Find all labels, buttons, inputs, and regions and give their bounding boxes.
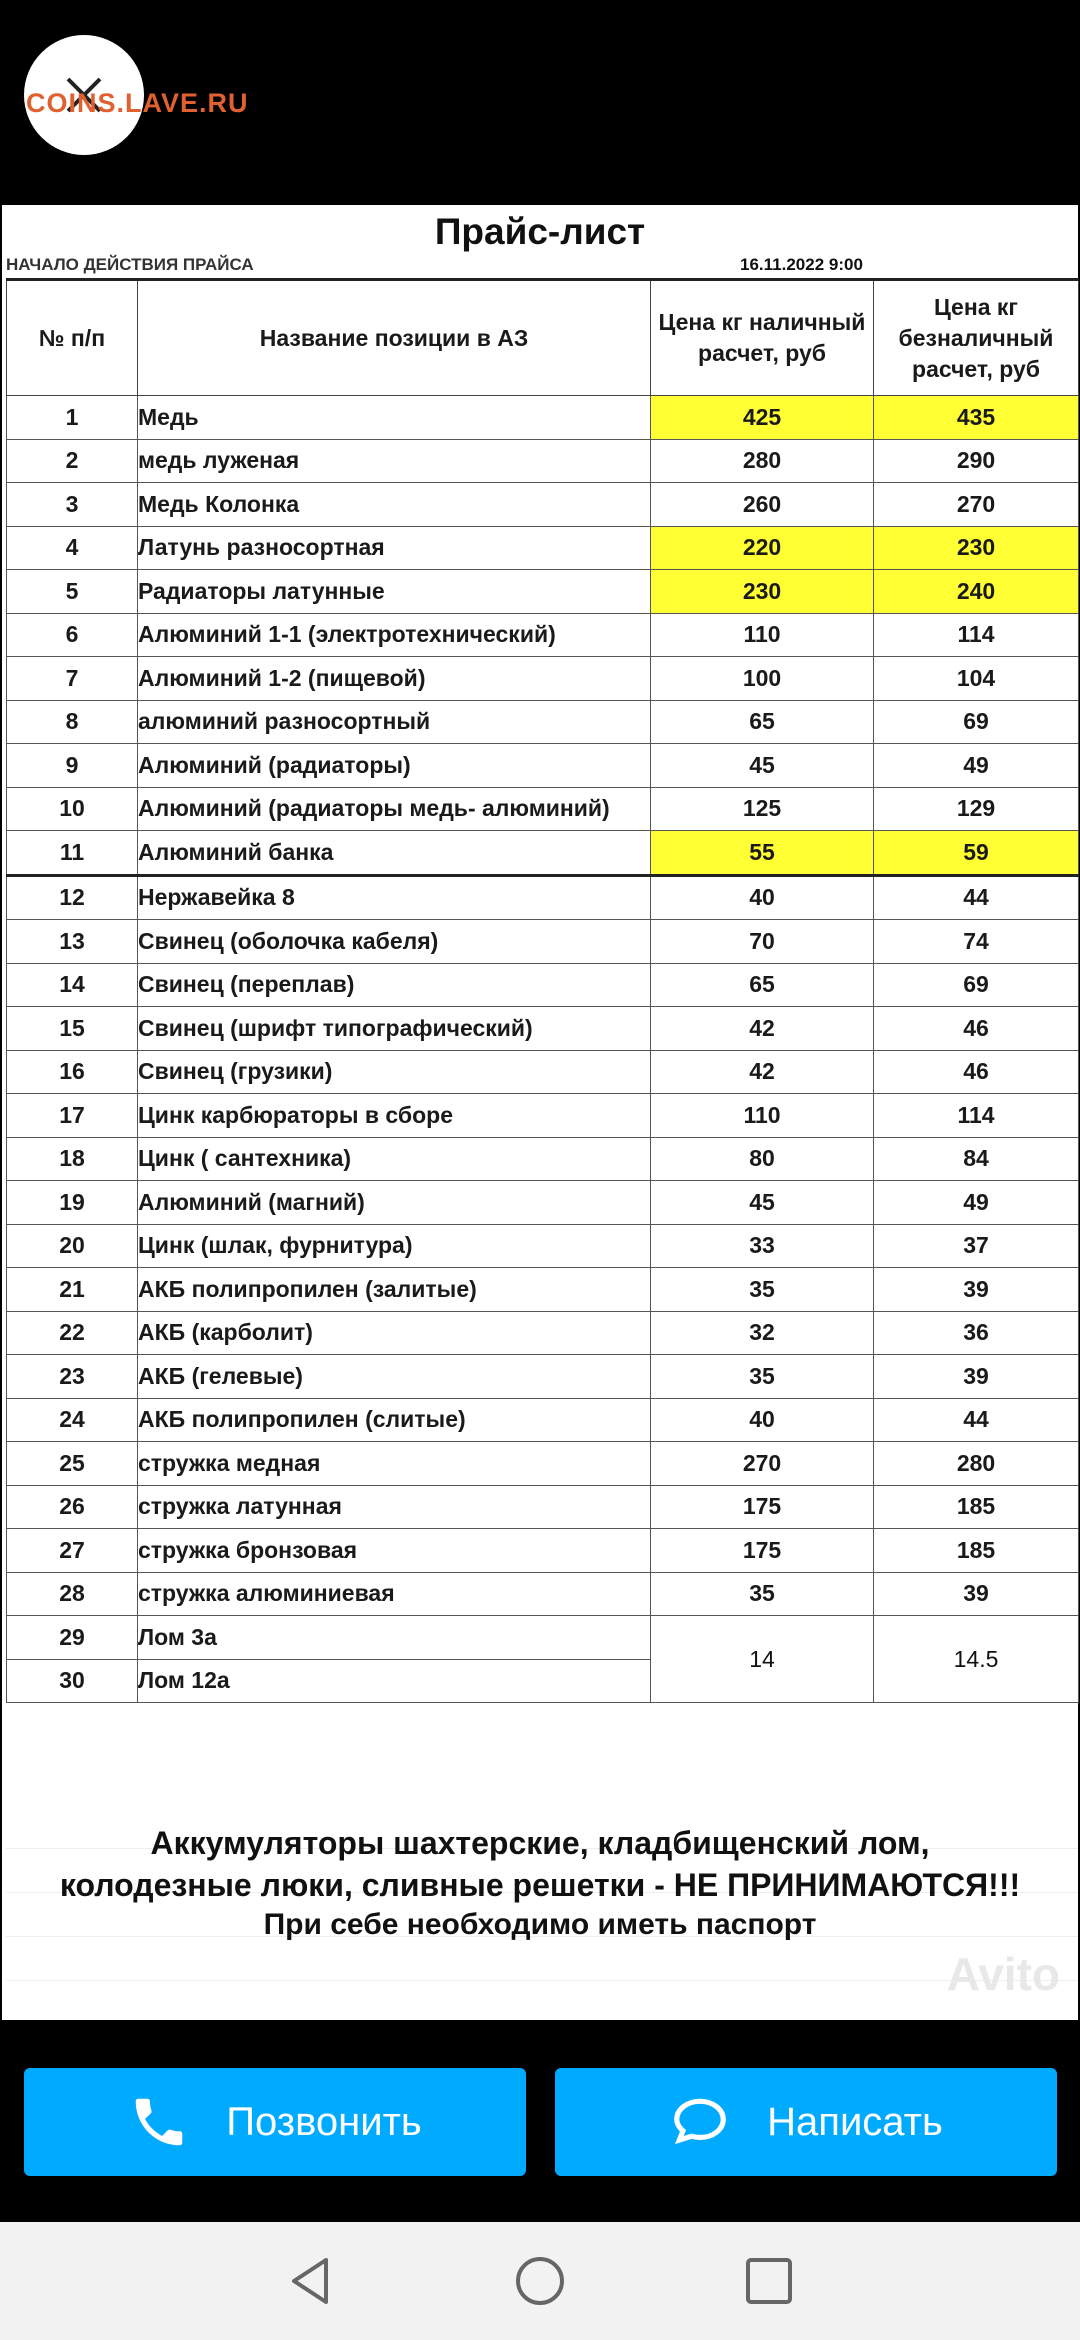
row-num: 4 [7,526,138,570]
table-header [7,280,1079,396]
system-nav-bar [0,2222,1080,2340]
row-name: Алюминий банка [138,831,651,876]
row-cashless-price: 39 [874,1268,1079,1312]
table-row [7,787,1079,831]
row-name: Свинец (грузики) [138,1050,651,1094]
row-num: 24 [7,1398,138,1442]
row-num: 1 [7,396,138,440]
row-num: 18 [7,1137,138,1181]
row-cash-price: 70 [651,920,874,964]
row-name: стружка медная [138,1442,651,1486]
row-name: Медь Колонка [138,483,651,527]
row-name: стружка латунная [138,1485,651,1529]
write-label: Написать [767,2099,943,2144]
phone-icon [128,2091,190,2153]
call-label: Позвонить [226,2099,422,2144]
row-cashless-price: 240 [874,570,1079,614]
row-num: 15 [7,1007,138,1051]
watermark: COINS.LAVE.RU [26,88,249,118]
row-num: 22 [7,1311,138,1355]
row-num: 6 [7,613,138,657]
row-cash-price: 55 [651,831,874,876]
header-name: Название позиции в АЗ [138,280,651,396]
row-cash-price: 35 [651,1572,874,1616]
row-cashless-price: 49 [874,744,1079,788]
row-num: 27 [7,1529,138,1573]
table-row [7,875,1079,920]
row-cash-price: 220 [651,526,874,570]
call-button[interactable] [24,2068,526,2176]
row-num: 3 [7,483,138,527]
row-num: 28 [7,1572,138,1616]
row-cash-price: 33 [651,1224,874,1268]
notice-line-2: колодезные люки, сливные решетки - НЕ ПРИНИМАЮТСЯ!!! [59,1867,1021,1903]
row-num: 7 [7,657,138,701]
table-row [7,1181,1079,1225]
price-list-image [2,205,1078,2020]
row-name: АКБ полипропилен (слитые) [138,1398,651,1442]
row-name: медь луженая [138,439,651,483]
row-cash-price: 40 [651,875,874,920]
avito-watermark: Avito [946,1948,1060,2000]
recent-apps-icon[interactable] [742,2254,796,2308]
table-row [7,526,1079,570]
row-num: 17 [7,1094,138,1138]
table-row [7,613,1079,657]
table-row [7,963,1079,1007]
table-row [7,1137,1079,1181]
row-cash-price: 270 [651,1442,874,1486]
row-num: 16 [7,1050,138,1094]
table-row [7,744,1079,788]
row-name: Алюминий (магний) [138,1181,651,1225]
price-list-title: Прайс-лист [434,211,646,252]
row-cashless-price: 74 [874,920,1079,964]
row-cash-price: 65 [651,700,874,744]
row-num: 5 [7,570,138,614]
row-cashless-price: 69 [874,700,1079,744]
row-num: 13 [7,920,138,964]
row-num: 21 [7,1268,138,1312]
row-name: Лом 12а [138,1659,651,1703]
row-cash-price: 42 [651,1007,874,1051]
row-cash-price: 260 [651,483,874,527]
row-name: Медь [138,396,651,440]
table-row [7,1572,1079,1616]
row-name: Свинец (шрифт типографический) [138,1007,651,1051]
row-name: Алюминий 1-2 (пищевой) [138,657,651,701]
row-name: Радиаторы латунные [138,570,651,614]
row-cash-price: 32 [651,1311,874,1355]
table-row [7,1442,1079,1486]
row-name: Лом 3а [138,1616,651,1660]
row-cashless-price: 185 [874,1485,1079,1529]
row-cashless-price: 46 [874,1050,1079,1094]
row-name: АКБ (карболит) [138,1311,651,1355]
notice-not-accepted [2,1822,1078,1906]
row-num: 20 [7,1224,138,1268]
table-row [7,1529,1079,1573]
row-num: 30 [7,1659,138,1703]
row-name: стружка алюминиевая [138,1572,651,1616]
row-cash-price: 280 [651,439,874,483]
table-row [7,1050,1079,1094]
row-cashless-price: 185 [874,1529,1079,1573]
row-num: 29 [7,1616,138,1660]
table-row [7,570,1079,614]
row-num: 10 [7,787,138,831]
row-cash-price: 100 [651,657,874,701]
top-bar [0,0,1080,205]
row-cashless-price: 37 [874,1224,1079,1268]
home-icon[interactable] [513,2254,567,2308]
row-name: Цинк карбюраторы в сборе [138,1094,651,1138]
table-row [7,1398,1079,1442]
row-cash-price: 35 [651,1355,874,1399]
row-cashless-price: 280 [874,1442,1079,1486]
chat-bubble-icon [669,2091,731,2153]
row-num: 11 [7,831,138,876]
row-cashless-price: 114 [874,1094,1079,1138]
row-cashless-price: 39 [874,1572,1079,1616]
table-row [7,439,1079,483]
row-cash-price: 110 [651,1094,874,1138]
row-num: 26 [7,1485,138,1529]
row-name: Алюминий (радиаторы медь- алюминий) [138,787,651,831]
row-cashless-price: 36 [874,1311,1079,1355]
row-cashless-price: 435 [874,396,1079,440]
row-name: Латунь разносортная [138,526,651,570]
row-num: 14 [7,963,138,1007]
row-num: 25 [7,1442,138,1486]
header-num: № п/п [7,280,138,396]
write-button[interactable] [555,2068,1057,2176]
table-row [7,1485,1079,1529]
row-cashless-price: 14.5 [874,1616,1079,1703]
row-cashless-price: 290 [874,439,1079,483]
row-cash-price: 14 [651,1616,874,1703]
row-cashless-price: 129 [874,787,1079,831]
table-row [7,920,1079,964]
row-name: стружка бронзовая [138,1529,651,1573]
row-cashless-price: 114 [874,613,1079,657]
row-cashless-price: 44 [874,875,1079,920]
header-cashless: Цена кг безналичный расчет, руб [874,280,1079,396]
back-icon[interactable] [284,2254,338,2308]
start-label: НАЧАЛО ДЕЙСТВИЯ ПРАЙСА [6,255,254,274]
row-cash-price: 80 [651,1137,874,1181]
table-row [7,1311,1079,1355]
row-name: Свинец (оболочка кабеля) [138,920,651,964]
row-cashless-price: 59 [874,831,1079,876]
row-num: 2 [7,439,138,483]
row-cash-price: 42 [651,1050,874,1094]
row-cashless-price: 230 [874,526,1079,570]
row-cash-price: 35 [651,1268,874,1312]
row-cashless-price: 270 [874,483,1079,527]
table-row [7,483,1079,527]
header-cash: Цена кг наличный расчет, руб [651,280,874,396]
row-name: Нержавейка 8 [138,875,651,920]
notice-line-1: Аккумуляторы шахтерские, кладбищенский лом, [150,1825,930,1861]
table-row [7,831,1079,876]
row-cash-price: 175 [651,1485,874,1529]
action-bar [0,2020,1080,2222]
row-name: АКБ (гелевые) [138,1355,651,1399]
table-row [7,1616,1079,1660]
row-num: 9 [7,744,138,788]
row-cashless-price: 44 [874,1398,1079,1442]
row-name: Цинк ( сантехника) [138,1137,651,1181]
row-cash-price: 45 [651,1181,874,1225]
row-cashless-price: 46 [874,1007,1079,1051]
row-cash-price: 175 [651,1529,874,1573]
row-name: алюминий разносортный [138,700,651,744]
start-date: 16.11.2022 9:00 [740,255,863,274]
table-row [7,1094,1079,1138]
row-name: Алюминий (радиаторы) [138,744,651,788]
row-num: 12 [7,875,138,920]
row-cashless-price: 69 [874,963,1079,1007]
table-row [7,396,1079,440]
row-cashless-price: 49 [874,1181,1079,1225]
table-row [7,1268,1079,1312]
notice-passport: При себе необходимо иметь паспорт [263,1908,817,1941]
row-cash-price: 425 [651,396,874,440]
row-name: Алюминий 1-1 (электротехнический) [138,613,651,657]
table-row [7,1224,1079,1268]
row-cashless-price: 104 [874,657,1079,701]
row-num: 8 [7,700,138,744]
row-num: 19 [7,1181,138,1225]
price-table [6,278,1079,1703]
row-name: Свинец (переплав) [138,963,651,1007]
row-name: Цинк (шлак, фурнитура) [138,1224,651,1268]
table-row [7,700,1079,744]
row-cashless-price: 39 [874,1355,1079,1399]
row-cash-price: 110 [651,613,874,657]
row-cash-price: 125 [651,787,874,831]
row-cash-price: 65 [651,963,874,1007]
row-cashless-price: 84 [874,1137,1079,1181]
row-num: 23 [7,1355,138,1399]
row-name: АКБ полипропилен (залитые) [138,1268,651,1312]
table-row [7,1007,1079,1051]
table-row [7,1355,1079,1399]
row-cash-price: 230 [651,570,874,614]
row-cash-price: 40 [651,1398,874,1442]
row-cash-price: 45 [651,744,874,788]
table-row [7,657,1079,701]
